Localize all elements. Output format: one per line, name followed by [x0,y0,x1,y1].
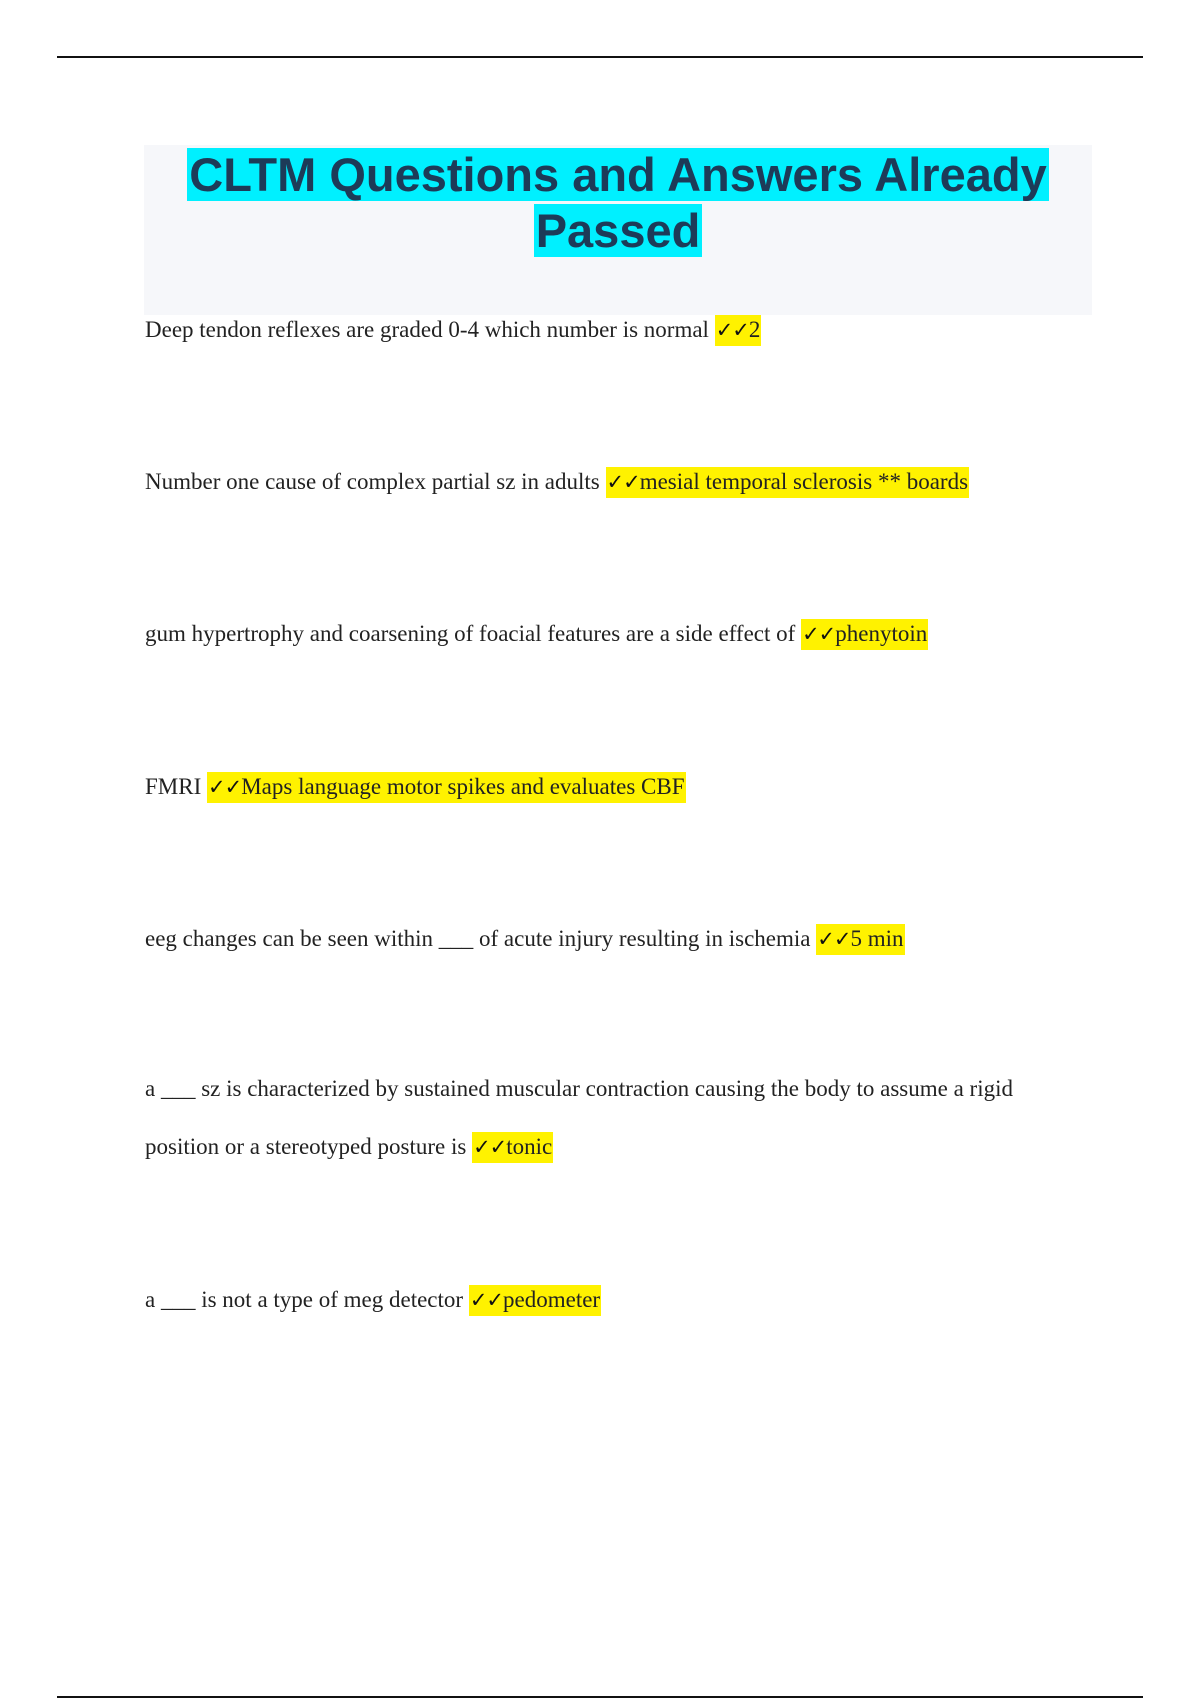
qa-item [145,1271,1085,1329]
qa-item [145,453,1085,511]
answer-highlight [472,1132,553,1163]
question-text: gum hypertrophy and coarsening of foacial features are a side effect of [145,621,796,646]
double-check-icon: ✓✓ [606,470,640,494]
double-check-icon: ✓✓ [715,318,749,342]
question-text: Deep tendon reflexes are graded 0-4 which number is normal [145,317,709,342]
bottom-rule [57,1696,1143,1698]
qa-item [145,1060,1085,1176]
question-text: eeg changes can be seen within ___ of acute injury resulting in ischemia [145,926,811,951]
question-text: a ___ is not a type of meg detector [145,1287,464,1312]
qa-item [145,301,1085,359]
double-check-icon: ✓✓ [208,775,242,799]
qa-item [145,605,1085,663]
double-check-icon: ✓✓ [802,622,836,646]
top-rule [57,56,1143,58]
answer-text: Maps language motor spikes and evaluates CBF [241,774,685,799]
page-title [158,147,1078,259]
answer-text: tonic [506,1134,553,1159]
answer-highlight [207,772,686,803]
answer-text: 5 min [850,926,904,951]
answer-text: pedometer [503,1287,601,1312]
answer-text: 2 [748,317,761,342]
double-check-icon: ✓✓ [469,1288,504,1312]
answer-highlight [715,315,762,346]
answer-highlight [801,619,928,650]
answer-highlight [606,467,970,498]
qa-item [145,910,1085,968]
answer-highlight [816,924,904,955]
answer-highlight [469,1285,601,1316]
answer-text: phenytoin [835,621,928,646]
question-text: Number one cause of complex partial sz in adults [145,469,600,494]
double-check-icon: ✓✓ [817,927,851,951]
question-text: a ___ sz is characterized by sustained muscular contraction causing the body to assume a rigid position or a stereotyped posture is [145,1076,1013,1159]
double-check-icon: ✓✓ [473,1135,507,1159]
title-banner [144,145,1092,315]
question-text: FMRI [145,774,202,799]
qa-item [145,758,1085,816]
page-title-text: CLTM Questions and Answers Already Passed [189,148,1047,257]
answer-text: mesial temporal sclerosis ** boards [639,469,969,494]
